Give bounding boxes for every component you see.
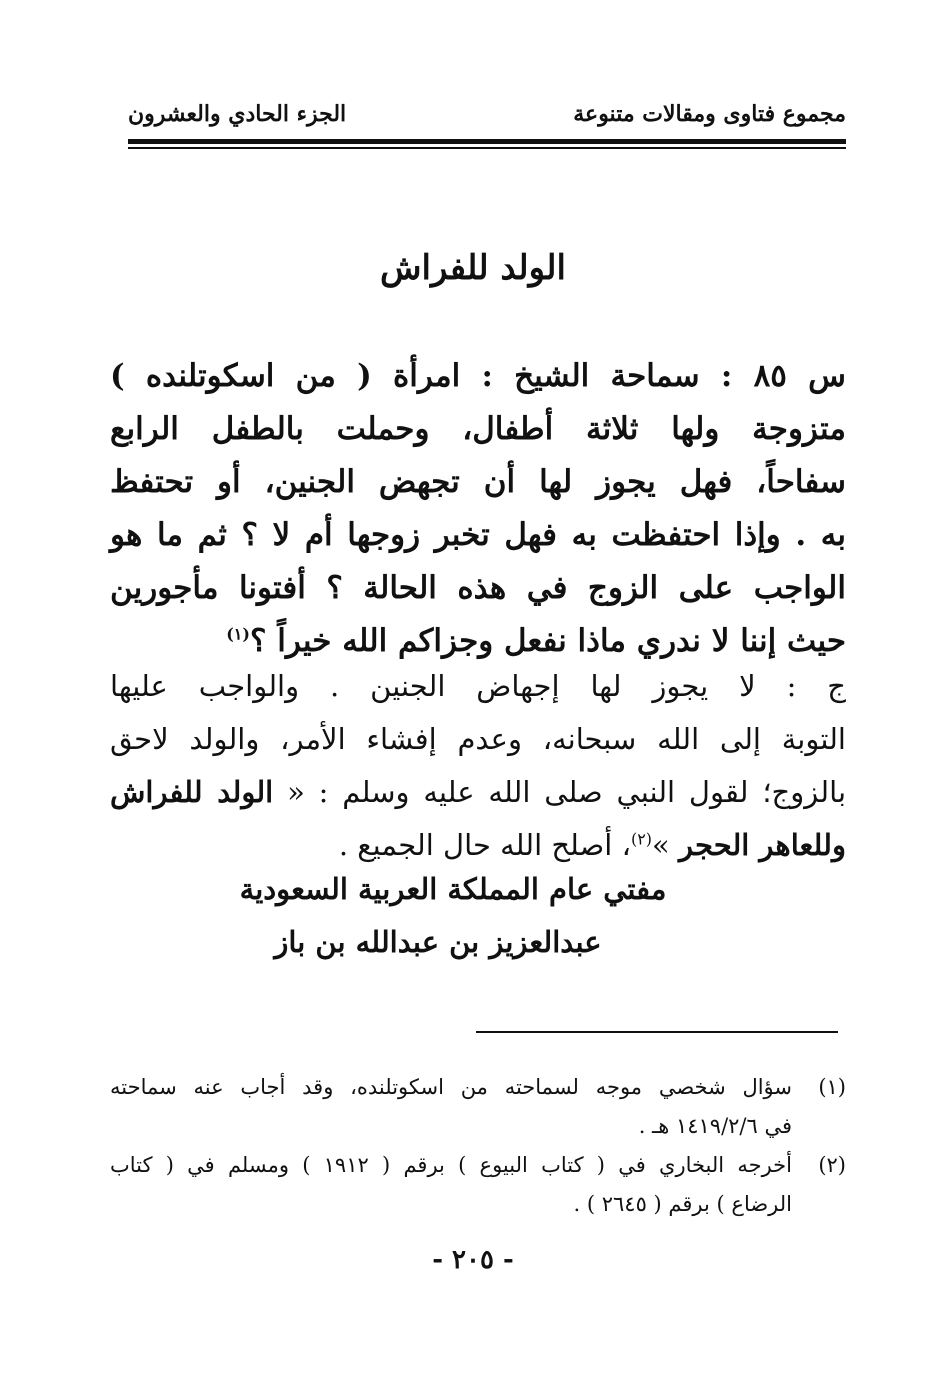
question-line: الواجب على الزوج في هذه الحالة ؟ أفتونا مأجورين — [110, 570, 846, 606]
running-header — [128, 101, 846, 133]
footnote-ref-1: (١) — [226, 624, 250, 644]
answer-line-last — [110, 819, 846, 872]
footnote-line: سؤال شخصي موجه لسماحته من اسكوتلنده، وقد أجاب عنه سماحته — [110, 1075, 792, 1099]
header-rule-thick — [128, 139, 846, 144]
footnote-item — [110, 1068, 846, 1146]
answer-line: ج : لا يجوز لها إجهاض الجنين . والواجب عليها — [110, 669, 846, 703]
footnote-line: في ١٤١٩/٢/٦ هـ . — [638, 1114, 792, 1138]
answer-paragraph — [110, 660, 846, 872]
footnote-ref-2: (٢) — [630, 829, 653, 849]
answer-line: التوبة إلى الله سبحانه، وعدم إفشاء الأمر، والولد لاحق — [110, 722, 846, 756]
answer-text-end: ، أصلح الله حال الجميع . — [338, 828, 631, 862]
book-title: مجموع فتاوى ومقالات متنوعة — [573, 101, 846, 127]
header-rule-thin — [128, 147, 846, 149]
question-line: متزوجة ولها ثلاثة أطفال، وحملت بالطفل الرابع — [110, 411, 846, 447]
page-number: - ٢٠٥ - — [432, 1245, 514, 1275]
question-line: سفاحاً، فهل يجوز لها أن تجهض الجنين، أو تحتفظ — [110, 464, 846, 500]
signature-title: مفتي عام المملكة العربية السعودية — [239, 872, 667, 906]
footnote-line: أخرجه البخاري في ( كتاب البيوع ) برقم ( ١٩١٢ ) ومسلم في ( كتاب — [110, 1153, 792, 1177]
footnote-line: الرضاع ) برقم ( ٢٦٤٥ ) . — [573, 1192, 792, 1216]
answer-text: بالزوج؛ لقول النبي صلى الله عليه وسلم : « — [287, 775, 847, 809]
footnote-separator — [476, 1031, 838, 1033]
answer-line — [110, 766, 846, 819]
question-line: س ٨٥ : سماحة الشيخ : امرأة ( من اسكوتلنده ) — [110, 358, 847, 394]
fatwa-title: الولد للفراش — [380, 248, 566, 288]
footnote-number: (٢) — [818, 1153, 846, 1177]
signature-name: عبدالعزيز بن عبدالله بن باز — [274, 925, 602, 959]
question-line-text: حيث إننا لا ندري ماذا نفعل وجزاكم الله خيراً ؟ — [249, 623, 846, 659]
hadith-text-end: وللعاهر الحجر — [679, 828, 846, 862]
closing-quote: » — [652, 828, 670, 862]
hadith-text: الولد للفراش — [110, 775, 274, 809]
question-paragraph — [110, 350, 846, 668]
volume-label: الجزء الحادي والعشرون — [128, 101, 347, 127]
footnotes — [110, 1068, 846, 1224]
footnote-item — [110, 1146, 846, 1224]
question-line: به . وإذا احتفظت به فهل تخبر زوجها أم لا ؟ ثم ما هو — [110, 517, 846, 553]
footnote-number: (١) — [818, 1075, 846, 1099]
